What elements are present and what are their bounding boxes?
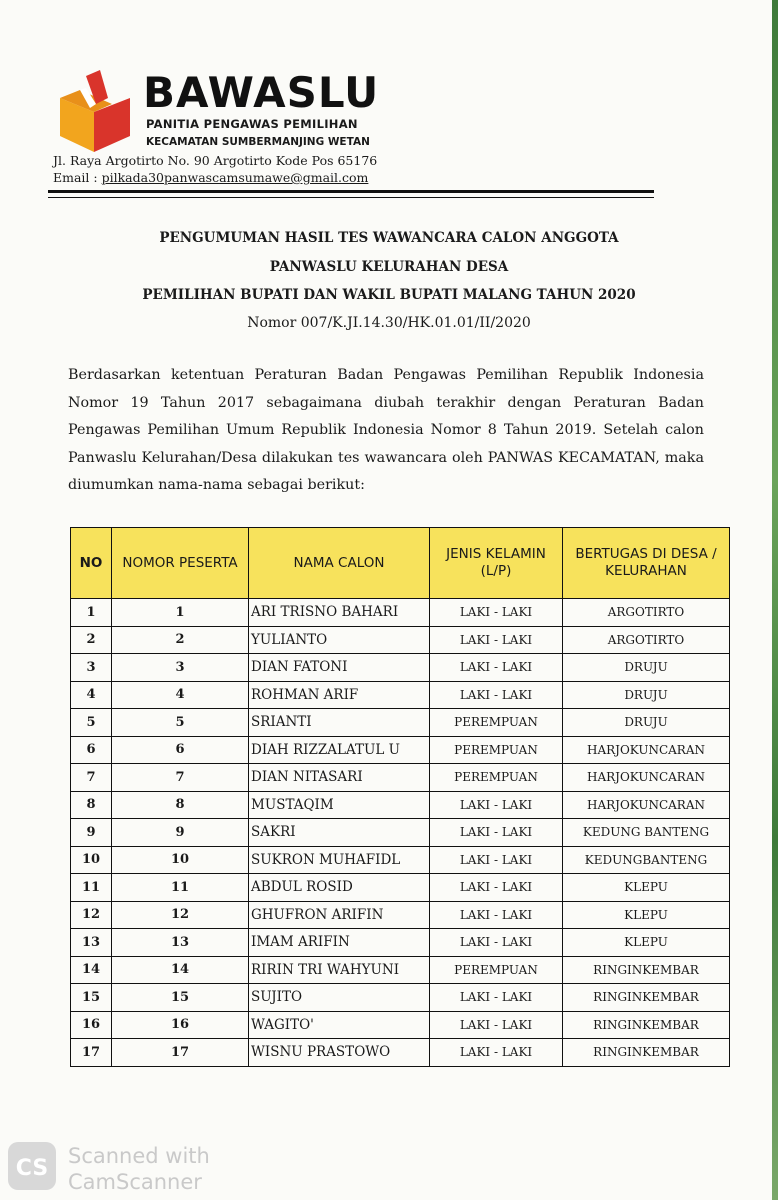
header-nomor-peserta: NOMOR PESERTA xyxy=(112,528,249,599)
org-email xyxy=(53,170,368,185)
page-edge-strip xyxy=(772,0,778,1200)
row-nama-calon: ARI TRISNO BAHARI xyxy=(249,599,430,627)
row-nama-calon: SRIANTI xyxy=(249,709,430,737)
row-nama-calon: DIAN NITASARI xyxy=(249,764,430,792)
email-link[interactable]: pilkada30panwascamsumawe@gmail.com xyxy=(101,170,369,185)
row-bertugas: ARGOTIRTO xyxy=(563,599,730,627)
row-jenis-kelamin: LAKI - LAKI xyxy=(430,874,563,902)
row-nama-calon: DIAN FATONI xyxy=(249,654,430,682)
org-district: KECAMATAN SUMBERMANJING WETAN xyxy=(146,136,370,148)
row-jenis-kelamin: LAKI - LAKI xyxy=(430,654,563,682)
row-nomor-peserta: 4 xyxy=(112,681,249,709)
row-nomor-peserta: 8 xyxy=(112,791,249,819)
table-row xyxy=(71,901,730,929)
camscanner-icon-text: CS xyxy=(15,1156,49,1181)
table-header-row xyxy=(71,528,730,599)
row-bertugas: DRUJU xyxy=(563,654,730,682)
row-nomor-peserta: 7 xyxy=(112,764,249,792)
row-nomor-peserta: 9 xyxy=(112,819,249,847)
table-row xyxy=(71,819,730,847)
row-bertugas: HARJOKUNCARAN xyxy=(563,736,730,764)
row-jenis-kelamin: LAKI - LAKI xyxy=(430,929,563,957)
header-nama-calon: NAMA CALON xyxy=(249,528,430,599)
row-nomor-peserta: 1 xyxy=(112,599,249,627)
row-jenis-kelamin: LAKI - LAKI xyxy=(430,791,563,819)
row-jenis-kelamin: PEREMPUAN xyxy=(430,736,563,764)
row-bertugas: KEDUNGBANTENG xyxy=(563,846,730,874)
row-jenis-kelamin: LAKI - LAKI xyxy=(430,599,563,627)
row-nama-calon: RIRIN TRI WAHYUNI xyxy=(249,956,430,984)
announcement-number: Nomor 007/K.JI.14.30/HK.01.01/II/2020 xyxy=(247,315,531,331)
org-name: BAWASLU xyxy=(143,68,380,117)
row-jenis-kelamin: LAKI - LAKI xyxy=(430,984,563,1012)
row-jenis-kelamin: LAKI - LAKI xyxy=(430,681,563,709)
table-row xyxy=(71,626,730,654)
row-nomor-peserta: 3 xyxy=(112,654,249,682)
table-row xyxy=(71,984,730,1012)
row-jenis-kelamin: PEREMPUAN xyxy=(430,764,563,792)
table-row xyxy=(71,681,730,709)
row-bertugas: RINGINKEMBAR xyxy=(563,984,730,1012)
row-no: 12 xyxy=(71,901,112,929)
table-row xyxy=(71,654,730,682)
row-nomor-peserta: 17 xyxy=(112,1039,249,1067)
table-row xyxy=(71,874,730,902)
row-bertugas: KLEPU xyxy=(563,874,730,902)
row-nomor-peserta: 2 xyxy=(112,626,249,654)
row-jenis-kelamin: LAKI - LAKI xyxy=(430,819,563,847)
row-nama-calon: DIAH RIZZALATUL U xyxy=(249,736,430,764)
row-nomor-peserta: 5 xyxy=(112,709,249,737)
bawaslu-logo xyxy=(56,68,134,152)
row-jenis-kelamin: PEREMPUAN xyxy=(430,709,563,737)
row-no: 7 xyxy=(71,764,112,792)
row-bertugas: KLEPU xyxy=(563,929,730,957)
row-nama-calon: SUKRON MUHAFIDL xyxy=(249,846,430,874)
table-row xyxy=(71,846,730,874)
row-nomor-peserta: 16 xyxy=(112,1011,249,1039)
row-jenis-kelamin: LAKI - LAKI xyxy=(430,1039,563,1067)
camscanner-logo xyxy=(8,1142,56,1190)
row-bertugas: RINGINKEMBAR xyxy=(563,1039,730,1067)
watermark-line1: Scanned with xyxy=(68,1144,210,1168)
row-no: 6 xyxy=(71,736,112,764)
row-bertugas: HARJOKUNCARAN xyxy=(563,791,730,819)
row-nomor-peserta: 15 xyxy=(112,984,249,1012)
row-bertugas: DRUJU xyxy=(563,709,730,737)
row-jenis-kelamin: LAKI - LAKI xyxy=(430,846,563,874)
header-jenis-kelamin: JENIS KELAMIN (L/P) xyxy=(430,528,563,599)
table-row xyxy=(71,736,730,764)
row-nomor-peserta: 10 xyxy=(112,846,249,874)
row-bertugas: DRUJU xyxy=(563,681,730,709)
table-row xyxy=(71,709,730,737)
row-nomor-peserta: 12 xyxy=(112,901,249,929)
row-no: 3 xyxy=(71,654,112,682)
row-no: 2 xyxy=(71,626,112,654)
row-no: 1 xyxy=(71,599,112,627)
row-bertugas: HARJOKUNCARAN xyxy=(563,764,730,792)
watermark-line2: CamScanner xyxy=(68,1170,202,1194)
row-nama-calon: MUSTAQIM xyxy=(249,791,430,819)
row-bertugas: RINGINKEMBAR xyxy=(563,1011,730,1039)
org-address: Jl. Raya Argotirto No. 90 Argotirto Kode Pos 65176 xyxy=(53,153,378,168)
row-no: 11 xyxy=(71,874,112,902)
row-bertugas: KLEPU xyxy=(563,901,730,929)
org-subtitle: PANITIA PENGAWAS PEMILIHAN xyxy=(146,117,358,131)
row-jenis-kelamin: LAKI - LAKI xyxy=(430,1011,563,1039)
candidates-table xyxy=(70,527,730,1067)
table-row xyxy=(71,929,730,957)
row-bertugas: KEDUNG BANTENG xyxy=(563,819,730,847)
row-bertugas: ARGOTIRTO xyxy=(563,626,730,654)
letterhead-rule-thick xyxy=(48,190,654,193)
row-no: 8 xyxy=(71,791,112,819)
header-bertugas: BERTUGAS DI DESA / KELURAHAN xyxy=(563,528,730,599)
row-no: 5 xyxy=(71,709,112,737)
row-nama-calon: WISNU PRASTOWO xyxy=(249,1039,430,1067)
announcement-title-line2: PANWASLU KELURAHAN DESA xyxy=(269,259,509,275)
table-row xyxy=(71,599,730,627)
row-no: 10 xyxy=(71,846,112,874)
table-row xyxy=(71,1011,730,1039)
row-nomor-peserta: 14 xyxy=(112,956,249,984)
announcement-title-line3: PEMILIHAN BUPATI DAN WAKIL BUPATI MALANG TAHUN 2020 xyxy=(142,287,636,303)
announcement-title-line1: PENGUMUMAN HASIL TES WAWANCARA CALON ANGGOTA xyxy=(159,230,619,246)
row-nomor-peserta: 11 xyxy=(112,874,249,902)
announcement-body: Berdasarkan ketentuan Peraturan Badan Pengawas Pemilihan Republik Indonesia Nomor 19 Tahun 2017 sebagaimana diubah terakhir dengan Peraturan Badan Pengawas Pemilihan Umum Republik Indonesia Nomor 8 Tahun 2019. Setelah calon Panwaslu Kelurahan/Desa dilakukan tes wawancara oleh PANWAS KECAMATAN, maka diumumkan nama-nama sebagai berikut: xyxy=(68,367,704,493)
table-row xyxy=(71,956,730,984)
row-jenis-kelamin: LAKI - LAKI xyxy=(430,901,563,929)
row-no: 9 xyxy=(71,819,112,847)
table-row xyxy=(71,791,730,819)
table-row xyxy=(71,1039,730,1067)
row-nama-calon: SUJITO xyxy=(249,984,430,1012)
row-jenis-kelamin: PEREMPUAN xyxy=(430,956,563,984)
email-label: Email : xyxy=(53,170,98,185)
row-nomor-peserta: 13 xyxy=(112,929,249,957)
row-nama-calon: GHUFRON ARIFIN xyxy=(249,901,430,929)
row-no: 14 xyxy=(71,956,112,984)
row-nama-calon: WAGITO' xyxy=(249,1011,430,1039)
letterhead-rule-thin xyxy=(48,197,654,198)
row-nama-calon: YULIANTO xyxy=(249,626,430,654)
header-no: NO xyxy=(71,528,112,599)
row-nomor-peserta: 6 xyxy=(112,736,249,764)
row-no: 16 xyxy=(71,1011,112,1039)
row-no: 17 xyxy=(71,1039,112,1067)
row-nama-calon: SAKRI xyxy=(249,819,430,847)
table-row xyxy=(71,764,730,792)
row-no: 13 xyxy=(71,929,112,957)
row-nama-calon: IMAM ARIFIN xyxy=(249,929,430,957)
row-nama-calon: ROHMAN ARIF xyxy=(249,681,430,709)
row-jenis-kelamin: LAKI - LAKI xyxy=(430,626,563,654)
row-bertugas: RINGINKEMBAR xyxy=(563,956,730,984)
row-no: 4 xyxy=(71,681,112,709)
row-nama-calon: ABDUL ROSID xyxy=(249,874,430,902)
watermark-text xyxy=(68,1143,210,1195)
camscanner-icon xyxy=(8,1142,56,1190)
row-no: 15 xyxy=(71,984,112,1012)
